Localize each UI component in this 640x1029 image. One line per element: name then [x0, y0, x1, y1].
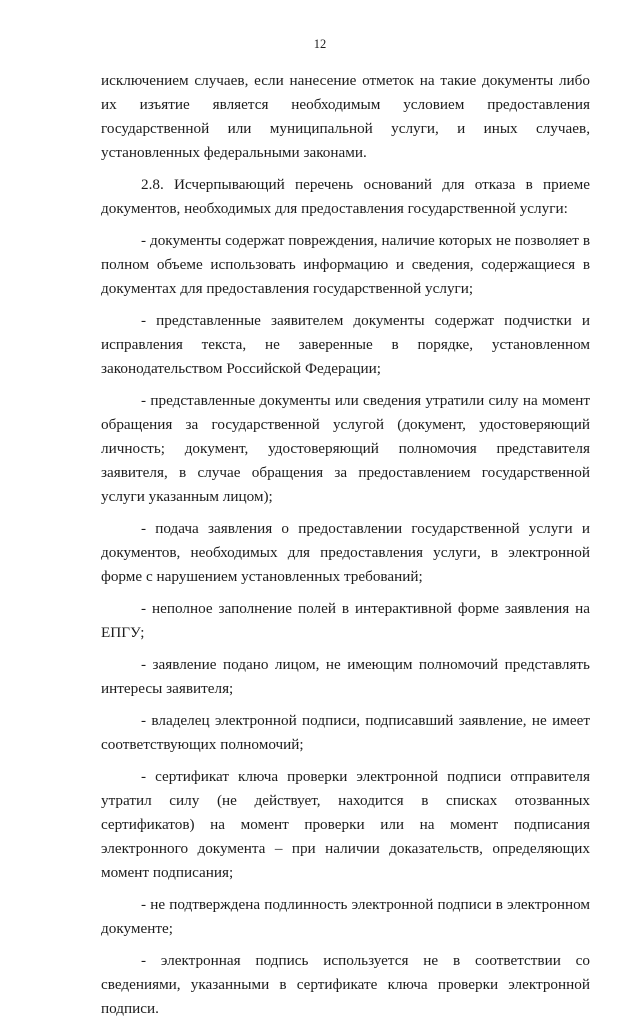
page-number: 12: [313, 37, 327, 51]
list-item-electronic-submission-violation: - подача заявления о предоставлении государственной услуги и документов, необходимых для предоставления услуги, в электронной форме с нарушением установленных требований;: [101, 520, 590, 585]
list-item-signature-not-confirmed: - не подтверждена подлинность электронной подписи в электронном документе;: [101, 896, 590, 937]
paragraph-section-2-8: 2.8. Исчерпывающий перечень оснований для отказа в приеме документов, необходимых для предоставления государственной услуги:: [101, 176, 590, 217]
list-item-unauthorized-applicant: - заявление подано лицом, не имеющим полномочий представлять интересы заявителя;: [101, 656, 590, 697]
list-item-incomplete-form: - неполное заполнение полей в интерактивной форме заявления на ЕПГУ;: [101, 600, 590, 641]
list-item-signature-mismatch: - электронная подпись используется не в соответствии со сведениями, указанными в сертификате ключа проверки электронной подписи.: [101, 952, 590, 1017]
list-item-damaged-documents: - документы содержат повреждения, наличие которых не позволяет в полном объеме использовать информацию и сведения, содержащиеся в документах для предоставления государственной услуги;: [101, 232, 590, 297]
list-item-erasures-corrections: - представленные заявителем документы содержат подчистки и исправления текста, не заверенные в порядке, установленном законодательством Российской Федерации;: [101, 312, 590, 377]
document-body: [101, 69, 590, 1029]
paragraph-continuation: исключением случаев, если нанесение отметок на такие документы либо их изъятие является необходимым условием предоставления государственной или муниципальной услуги, и иных случаев, установленных федеральными законами.: [101, 72, 590, 161]
list-item-certificate-expired: - сертификат ключа проверки электронной подписи отправителя утратил силу (не действует, находится в списках отозванных сертификатов) на момент проверки или на момент подписания электронного документа – при наличии доказательств, определяющих момент подписания;: [101, 768, 590, 881]
list-item-expired-documents: - представленные документы или сведения утратили силу на момент обращения за государственной услугой (документ, удостоверяющий личность; документ, удостоверяющий полномочия представителя заявителя, в случае обращения за предоставлением государственной услуги указанным лицом);: [101, 392, 590, 505]
list-item-signature-owner-no-authority: - владелец электронной подписи, подписавший заявление, не имеет соответствующих полномочий;: [101, 712, 590, 753]
